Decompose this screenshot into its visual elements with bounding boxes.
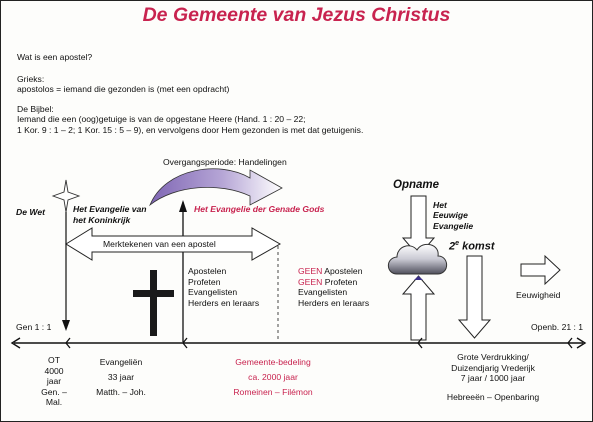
cross-icon	[133, 270, 174, 336]
overgang-label: Overgangsperiode: Handelingen	[163, 157, 287, 167]
de-wet-label: De Wet	[16, 207, 45, 217]
second-coming-label: 2e komst	[449, 240, 495, 253]
segment-verdrukking: Grote Verdrukking/ Duizendjarig Vrederijk 7 jaar / 1000 jaar Hebreeën – Openbaring	[446, 352, 540, 402]
second-coming-arrow	[459, 256, 490, 338]
opname-up-arrow	[403, 276, 434, 340]
opname-label: Opname	[393, 179, 440, 191]
ambt-herders: Herders en leraars	[188, 297, 260, 308]
hand-arrowhead	[179, 200, 187, 212]
merktekenen-label: Merktekenen van een apostel	[103, 239, 216, 249]
cloud-drip	[414, 276, 423, 280]
genade-label: Het Evangelie der Genade Gods	[194, 204, 325, 214]
bijbel-label: De Bijbel:	[17, 104, 54, 114]
geen-profeten: GEEN Profeten	[298, 276, 358, 287]
page-title: De Gemeente van Jezus Christus	[142, 4, 451, 26]
eternity-arrow	[521, 256, 560, 284]
transition-arc-arrow	[150, 169, 282, 205]
geen-list	[298, 266, 369, 308]
koninkrijk-line-2: het Koninkrijk	[73, 215, 131, 225]
geen-apostelen: GEEN Apostelen	[298, 266, 363, 276]
grieks-label: Grieks:	[17, 74, 45, 84]
openb-end-label: Openb. 21 : 1	[531, 322, 584, 332]
segment-ot: OT 4000 jaar Gen. – Mal.	[41, 355, 67, 408]
cloud-icon	[388, 244, 446, 274]
grieks-definition: apostolos = iemand die gezonden is (met een opdracht)	[17, 84, 230, 94]
ambten-list	[188, 266, 259, 308]
koninkrijk-line-1: Het Evangelie van	[73, 204, 147, 214]
gen-arrowhead	[62, 320, 70, 331]
geen-word: GEEN	[298, 266, 323, 276]
bijbel-line-1: Iemand die een (oog)getuige is van de opgestane Heere (Hand. 1 : 20 – 22;	[17, 114, 306, 124]
ambt-profeten: Profeten	[188, 276, 221, 287]
ambt-apostelen: Apostelen	[188, 266, 227, 276]
question-text: Wat is een apostel?	[17, 52, 93, 62]
eeuwig-evangelie: Het Eeuwige Evangelie	[433, 200, 474, 231]
geen-herders: Herders en leraars	[298, 297, 370, 308]
segment-gemeente: Gemeente-bedeling ca. 2000 jaar Romeinen – Filémon	[233, 357, 313, 397]
ambt-evangelisten: Evangelisten	[188, 287, 238, 298]
segment-evangelien: Evangeliën 33 jaar Matth. – Joh.	[96, 357, 146, 397]
geen-word: GEEN	[298, 276, 323, 287]
eeuwigheid-label: Eeuwigheid	[516, 290, 561, 300]
geen-evangelisten: Evangelisten	[298, 287, 348, 298]
gen-start-label: Gen 1 : 1	[16, 322, 52, 332]
bijbel-line-2: 1 Kor. 9 : 1 – 2; 1 Kor. 15 : 5 – 9), en vervolgens door Hem gezonden is met dat getuigenis.	[17, 125, 364, 135]
